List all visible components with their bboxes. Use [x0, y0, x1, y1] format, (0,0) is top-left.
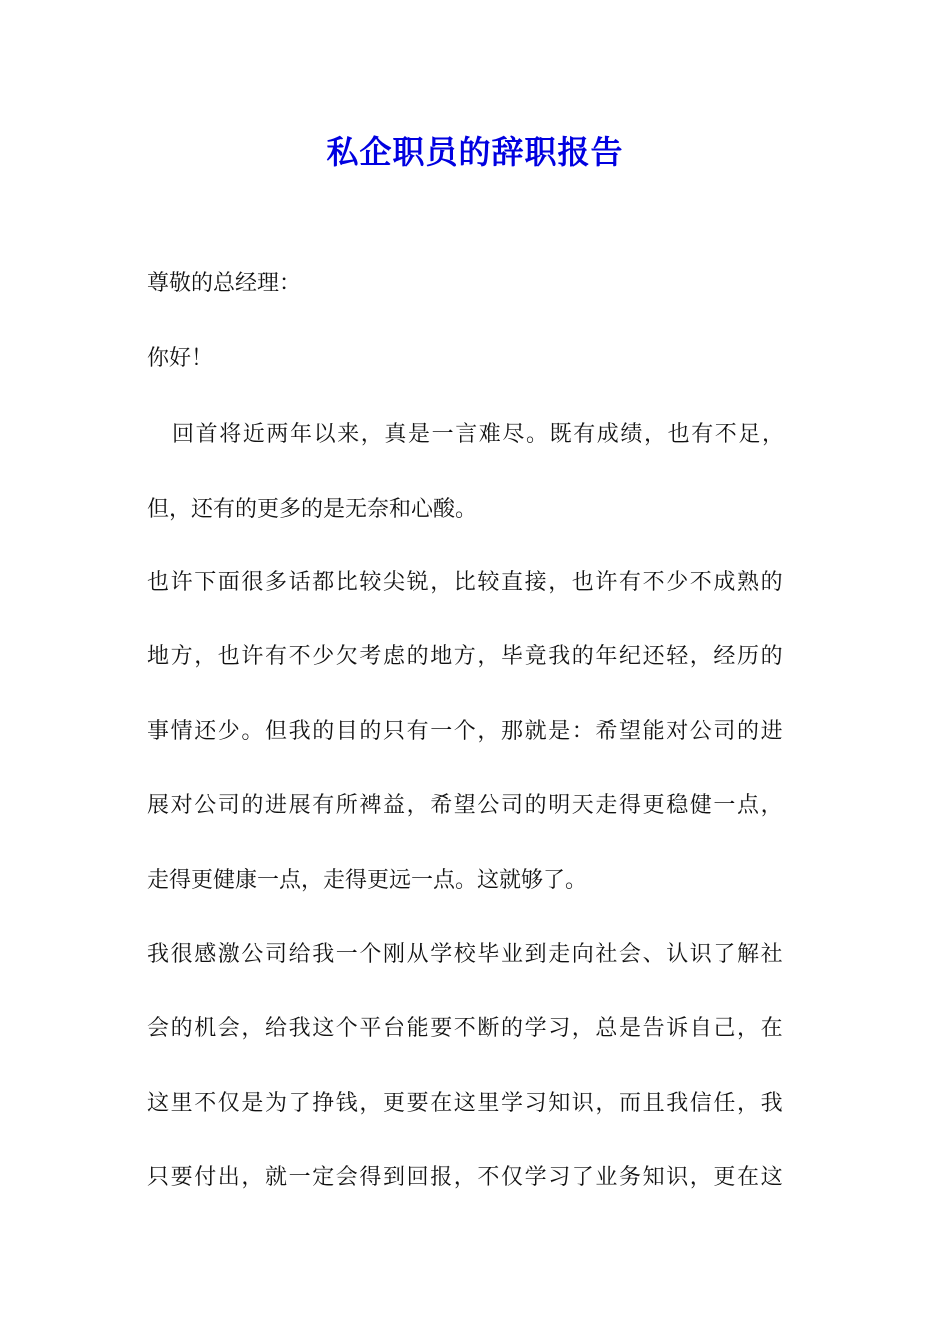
paragraph-line: 事情还少。但我的目的只有一个，那就是：希望能对公司的进 — [147, 719, 785, 744]
salutation: 尊敬的总经理： — [147, 271, 302, 296]
document-title: 私企职员的辞职报告 — [326, 133, 624, 171]
paragraph-line: 也许下面很多话都比较尖锐，比较直接，也许有不少不成熟的 — [147, 570, 785, 595]
paragraph-line: 回首将近两年以来，真是一言难尽。既有成绩，也有不足， — [172, 422, 786, 447]
greeting: 你好！ — [147, 346, 214, 371]
paragraph-line: 我很感激公司给我一个刚从学校毕业到走向社会、认识了解社 — [147, 942, 785, 967]
paragraph-line: 但，还有的更多的是无奈和心酸。 — [147, 497, 478, 522]
paragraph-line: 只要付出，就一定会得到回报，不仅学习了业务知识，更在这 — [147, 1165, 785, 1190]
paragraph-line: 展对公司的进展有所裨益，希望公司的明天走得更稳健一点， — [147, 793, 785, 818]
paragraph-line: 走得更健康一点，走得更远一点。这就够了。 — [147, 868, 588, 893]
paragraph-line: 这里不仅是为了挣钱，更要在这里学习知识，而且我信任，我 — [147, 1091, 785, 1116]
paragraph-line: 地方，也许有不少欠考虑的地方，毕竟我的年纪还轻，经历的 — [147, 644, 785, 669]
paragraph-line: 会的机会，给我这个平台能要不断的学习，总是告诉自己，在 — [147, 1016, 785, 1041]
